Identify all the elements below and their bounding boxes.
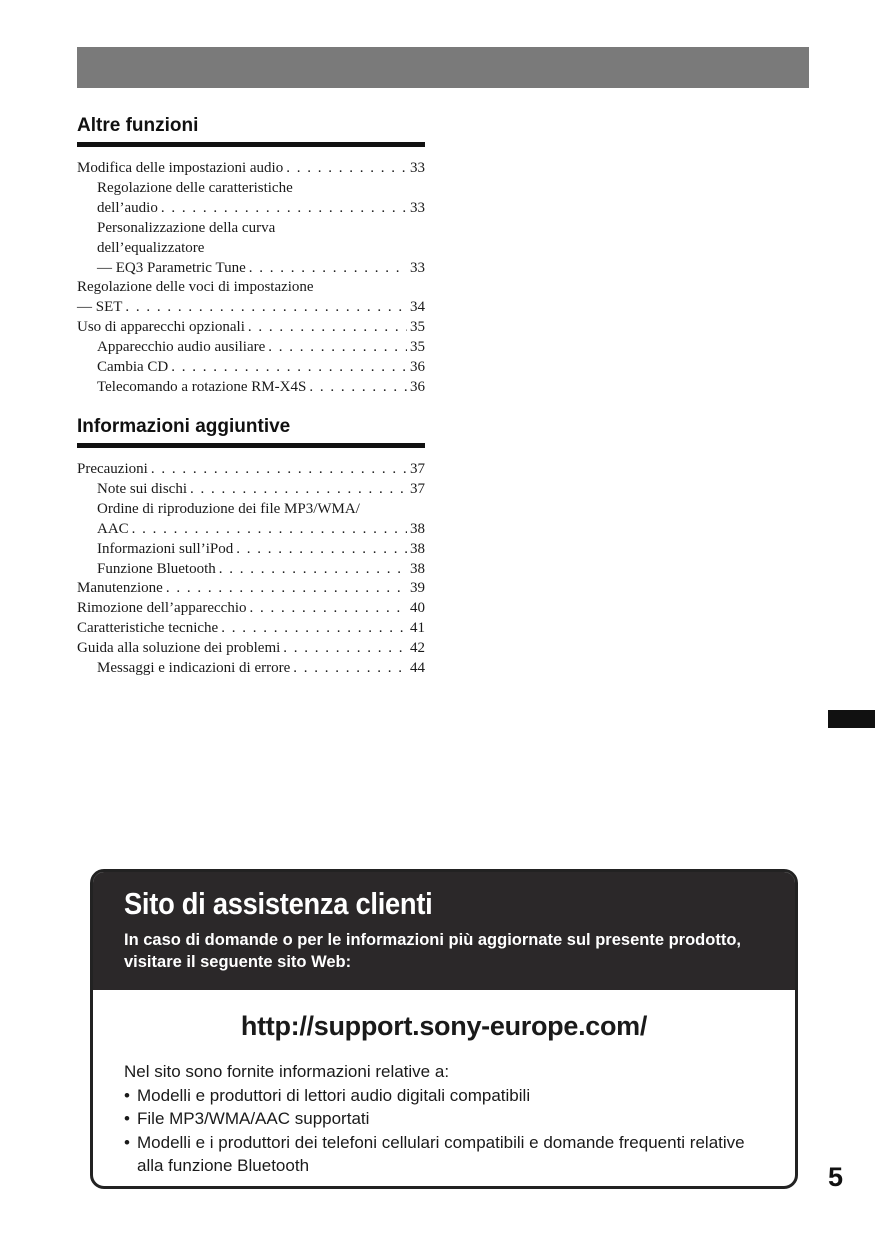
toc-entry-line bbox=[77, 599, 425, 619]
toc-page-number: 42 bbox=[410, 640, 425, 657]
toc-page-number: 34 bbox=[410, 299, 425, 316]
toc-page-number: 35 bbox=[410, 319, 425, 336]
toc-entry-title: Funzione Bluetooth bbox=[97, 560, 216, 577]
toc-entry-line bbox=[97, 239, 425, 259]
support-list-item: • Modelli e i produttori dei telefoni cellulari compatibili e domande frequenti relative alla funzione Bluetooth bbox=[124, 1131, 764, 1178]
toc-entry-line bbox=[97, 259, 425, 279]
toc-dot-leader bbox=[293, 659, 407, 679]
toc-entry[interactable] bbox=[77, 659, 425, 679]
page-number: 5 bbox=[828, 1162, 844, 1192]
toc-section-altre-funzioni bbox=[77, 115, 425, 398]
toc-page-number: 41 bbox=[410, 620, 425, 637]
toc-dot-leader bbox=[125, 298, 407, 318]
toc-section-informazioni-aggiuntive bbox=[77, 416, 425, 679]
toc-entry-title: Modifica delle impostazioni audio bbox=[77, 160, 284, 176]
toc-entry-line bbox=[77, 579, 425, 599]
toc-dot-leader bbox=[221, 619, 407, 639]
toc-entry-title: Regolazione delle voci di impostazione bbox=[77, 279, 314, 296]
toc-page-number: 33 bbox=[410, 259, 425, 276]
toc-entry[interactable] bbox=[77, 318, 425, 338]
toc-entry-line bbox=[97, 480, 425, 500]
toc-entry[interactable] bbox=[77, 480, 425, 500]
toc-dot-leader bbox=[250, 599, 407, 619]
toc-entry-line bbox=[97, 560, 425, 580]
toc-dot-leader bbox=[309, 378, 407, 398]
toc-page-number: 37 bbox=[410, 461, 425, 477]
toc-entry-title: Messaggi e indicazioni di errore bbox=[97, 660, 291, 677]
toc-entry[interactable] bbox=[77, 159, 425, 179]
toc-entry[interactable] bbox=[77, 639, 425, 659]
toc-entry[interactable] bbox=[77, 219, 425, 279]
support-lead-text: Nel sito sono fornite informazioni relative a: bbox=[124, 1062, 450, 1081]
toc-entry[interactable] bbox=[77, 460, 425, 480]
toc-entry-line bbox=[77, 639, 425, 659]
toc-entry-title: — SET bbox=[77, 299, 123, 316]
toc-entry-line bbox=[97, 338, 425, 358]
support-intro: In caso di domande o per le informazioni più aggiornate sul presente prodotto, visitare il seguente sito Web: bbox=[124, 931, 741, 971]
toc-entry[interactable] bbox=[77, 560, 425, 580]
toc-entry-line bbox=[77, 619, 425, 639]
toc-entry-line bbox=[97, 540, 425, 560]
section-heading: Altre funzioni bbox=[77, 115, 425, 147]
toc-dot-leader bbox=[283, 639, 407, 659]
toc-dot-leader bbox=[190, 480, 407, 500]
toc-entry-line bbox=[77, 318, 425, 338]
toc-entry-title: — EQ3 Parametric Tune bbox=[97, 259, 246, 276]
toc-entry-title: Ordine di riproduzione dei file MP3/WMA/ bbox=[97, 500, 360, 517]
toc-entry-line bbox=[77, 278, 425, 298]
toc-dot-leader bbox=[248, 318, 407, 338]
toc-entry-title: AAC bbox=[97, 520, 129, 537]
toc-entry[interactable] bbox=[77, 358, 425, 378]
toc-page-number: 40 bbox=[410, 600, 425, 617]
toc-entry[interactable] bbox=[77, 500, 425, 540]
toc-page-number: 38 bbox=[410, 560, 425, 577]
toc-entry-title: Uso di apparecchi opzionali bbox=[77, 319, 245, 336]
toc-dot-leader bbox=[166, 579, 407, 599]
toc-entry-line bbox=[97, 179, 425, 199]
toc-page-number: 44 bbox=[410, 660, 425, 677]
toc-dot-leader bbox=[268, 338, 407, 358]
toc-entry-line bbox=[77, 460, 425, 480]
toc-page-number: 36 bbox=[410, 359, 425, 376]
header-bar bbox=[77, 47, 809, 88]
toc-entry[interactable] bbox=[77, 599, 425, 619]
toc-entry-title: Precauzioni bbox=[77, 461, 148, 477]
toc-page-number: 37 bbox=[410, 480, 425, 497]
toc-entry-line bbox=[97, 520, 425, 540]
toc-entry[interactable] bbox=[77, 579, 425, 599]
toc-entry-title: Informazioni sull’iPod bbox=[97, 540, 234, 557]
toc-page-number: 36 bbox=[410, 378, 425, 395]
toc-entry-title: Rimozione dell’apparecchio bbox=[77, 600, 247, 617]
toc-entry[interactable] bbox=[77, 278, 425, 318]
toc-entry-title: Guida alla soluzione dei problemi bbox=[77, 640, 281, 657]
toc-page-number: 33 bbox=[410, 199, 425, 216]
toc-dot-leader bbox=[151, 460, 407, 480]
toc-entry-line bbox=[97, 199, 425, 219]
toc-dot-leader bbox=[249, 259, 407, 279]
support-url-link[interactable]: http://support.sony-europe.com/ bbox=[240, 1011, 648, 1041]
toc-entry-line bbox=[77, 298, 425, 318]
toc-entry-title: Apparecchio audio ausiliare bbox=[97, 339, 266, 356]
toc-page-number: 38 bbox=[410, 540, 425, 557]
toc-dot-leader bbox=[236, 540, 407, 560]
support-list bbox=[124, 1084, 764, 1178]
toc-entry-title: dell’audio bbox=[97, 199, 158, 216]
toc-page-number: 38 bbox=[410, 520, 425, 537]
toc-list bbox=[77, 460, 425, 679]
toc-entry-line bbox=[97, 659, 425, 679]
toc-entry[interactable] bbox=[77, 619, 425, 639]
toc-list bbox=[77, 159, 425, 398]
support-title: Sito di assistenza clienti bbox=[124, 886, 433, 921]
support-list-item: • File MP3/WMA/AAC supportati bbox=[124, 1107, 764, 1131]
support-list-item: • Modelli e produttori di lettori audio digitali compatibili bbox=[124, 1084, 764, 1108]
toc-dot-leader bbox=[171, 358, 407, 378]
toc-entry[interactable] bbox=[77, 540, 425, 560]
toc-page-number: 33 bbox=[410, 160, 425, 176]
toc-dot-leader bbox=[219, 560, 407, 580]
toc-dot-leader bbox=[286, 159, 407, 179]
toc-entry-title: Manutenzione bbox=[77, 580, 163, 597]
support-header bbox=[93, 872, 795, 990]
toc-entry-title: Caratteristiche tecniche bbox=[77, 620, 219, 637]
toc-dot-leader bbox=[161, 199, 407, 219]
toc-dot-leader bbox=[132, 520, 407, 540]
toc-entry-title: Personalizzazione della curva bbox=[97, 219, 276, 236]
toc-entry-title: Telecomando a rotazione RM-X4S bbox=[97, 378, 307, 395]
toc-entry-title: dell’equalizzatore bbox=[97, 239, 205, 256]
support-box bbox=[90, 869, 798, 1189]
toc-entry-line bbox=[97, 500, 425, 520]
section-heading: Informazioni aggiuntive bbox=[77, 416, 425, 448]
toc-entry-title: Regolazione delle caratteristiche bbox=[97, 179, 293, 196]
toc-entry-line bbox=[97, 358, 425, 378]
toc-entry[interactable] bbox=[77, 179, 425, 219]
toc-entry-line bbox=[77, 159, 425, 179]
toc-entry-title: Note sui dischi bbox=[97, 480, 187, 497]
toc-entry-title: Cambia CD bbox=[97, 359, 169, 376]
toc-page-number: 35 bbox=[410, 339, 425, 356]
language-tab-marker bbox=[828, 710, 875, 728]
toc-entry[interactable] bbox=[77, 338, 425, 358]
toc-entry-line bbox=[97, 378, 425, 398]
toc-entry[interactable] bbox=[77, 378, 425, 398]
toc-page-number: 39 bbox=[410, 580, 425, 597]
toc-entry-line bbox=[97, 219, 425, 239]
